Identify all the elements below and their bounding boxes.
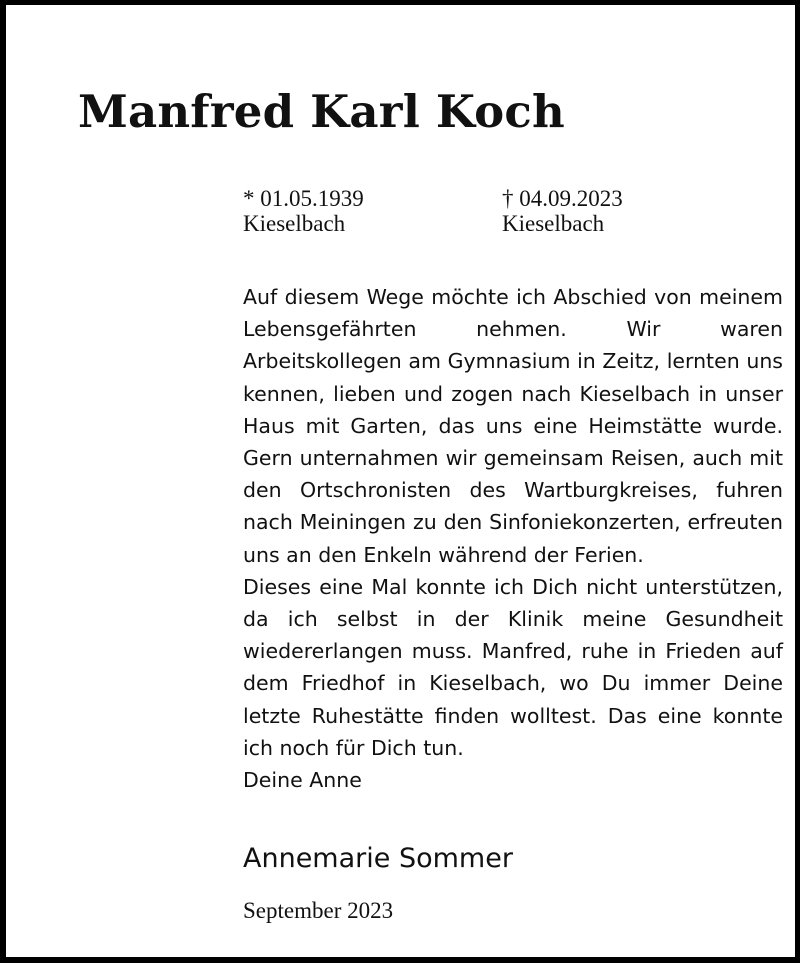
- birth-info: [243, 186, 364, 236]
- paragraph: Dieses eine Mal konnte ich Dich nicht unterstützen, da ich selbst in der Klinik meine Gesundheit wiedererlangen muss. Manfred, ruhe in Frieden auf dem Friedhof in Kieselbach, wo Du immer Deine letzte Ruhestätte finden wolltest. Das eine konnte ich noch für Dich tun.: [243, 574, 783, 760]
- obituary-text: [243, 281, 783, 796]
- birth-place: Kieselbach: [243, 211, 346, 236]
- closing-line: Deine Anne: [243, 768, 362, 793]
- signer-name: Annemarie Sommer: [243, 843, 513, 874]
- birth-date: * 01.05.1939: [243, 186, 364, 211]
- death-date: † 04.09.2023: [502, 186, 623, 211]
- publication-month: September 2023: [243, 898, 394, 923]
- death-place: Kieselbach: [502, 211, 605, 236]
- death-info: [502, 186, 623, 236]
- deceased-name: Manfred Karl Koch: [78, 85, 565, 138]
- paragraph: Auf diesem Wege möchte ich Abschied von meinem Lebensgefährten nehmen. Wir waren Arbeitskollegen am Gymnasium in Zeitz, lernten uns kennen, lieben und zogen nach Kieselbach in unser Haus mit Garten, das uns eine Heimstätte wurde. Gern unternahmen wir gemeinsam Reisen, auch mit den Ortschronisten des Wartburgkreises, fuhren nach Meiningen zu den Sinfoniekonzerten, erfreuten uns an den Enkeln während der Ferien.: [243, 285, 783, 567]
